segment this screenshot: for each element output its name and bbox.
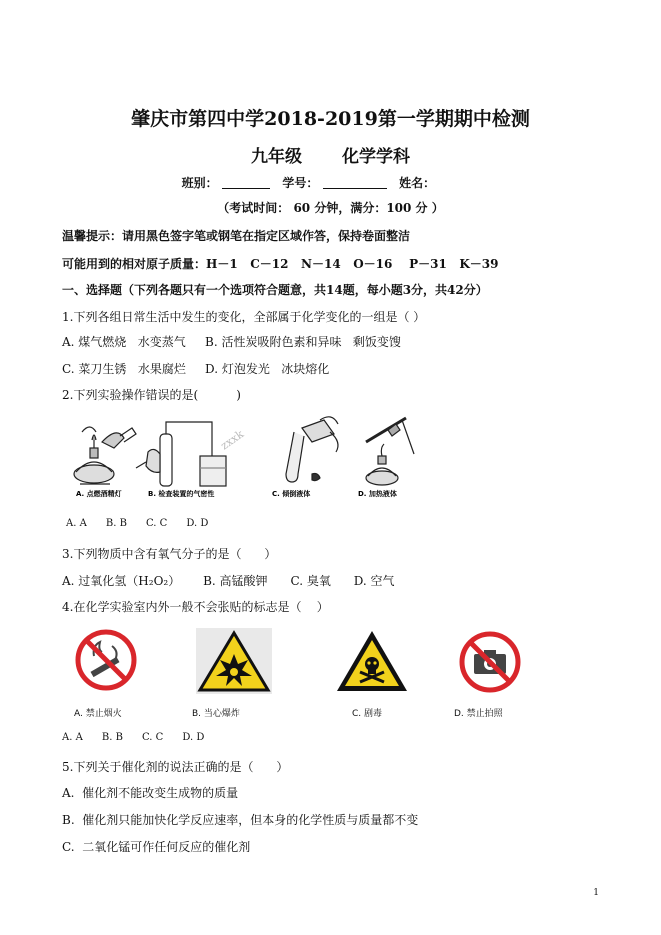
q4-caption-d: D. 禁止拍照 [454,709,503,719]
q2-caption-b: B. 检查装置的气密性 [148,490,215,498]
section-1-heading: 一、选择题（下列各题只有一个选项符合题意，共14题，每小题3分，共42分） [62,283,488,297]
q5-option-b: B. 催化剂只能加快化学反应速率，但本身的化学性质与质量都不变 [62,813,419,827]
q1-option-d: D. 灯泡发光 冰块熔化 [205,362,330,376]
id-blank[interactable] [323,176,387,189]
q2-stem: 2.下列实验操作错误的是( ) [62,388,241,402]
q4-options: A. A B. B C. C D. D [62,732,205,743]
subject: 化学学科 [342,147,410,167]
grade-subject-line [0,142,661,167]
q2-caption-c: C. 倾倒液体 [272,490,311,498]
atomic-masses: 可能用到的相对原子质量：H－1 C－12 N－14 O－16 P－31 K－39 [62,257,499,271]
toxic-warning-sign-icon [334,628,410,694]
q3-stem: 3.下列物质中含有氧气分子的是（ ） [62,547,277,561]
q2-options: A. A B. B C. C D. D [66,518,209,529]
pouring-liquid-illustration [286,417,338,482]
name-label: 姓名： [399,176,436,190]
q5-stem: 5.下列关于催化剂的说法正确的是（ ） [62,760,289,774]
id-label: 学号： [282,176,319,190]
heating-liquid-illustration [366,418,414,485]
no-smoking-sign-icon [74,628,138,692]
q5-option-c: C. 二氧化锰可作任何反应的催化剂 [62,840,251,854]
q4-caption-c: C. 剧毒 [352,709,383,719]
q4-stem: 4.在化学实验室内外一般不会张贴的标志是（ ） [62,600,329,614]
alcohol-lamp-illustration [74,427,136,484]
q4-caption-b: B. 当心爆炸 [192,709,240,719]
no-photography-sign-icon [458,630,522,694]
explosion-warning-sign-icon [196,628,272,694]
q3-options: A. 过氧化氢（H₂O₂） B. 高锰酸钾 C. 臭氧 D. 空气 [62,574,395,588]
q2-caption-d: D. 加热液体 [358,490,397,498]
q1-option-b: B. 活性炭吸附色素和异味 剩饭变馊 [205,335,401,349]
page-number: 1 [593,888,599,898]
q5-option-a: A. 催化剂不能改变生成物的质量 [62,786,239,800]
svg-text:zxxk: zxxk [218,427,247,453]
student-info-line [0,174,661,191]
page-title: 肇庆市第四中学2018-2019第一学期期中检测 [131,108,530,130]
airtightness-check-illustration [136,422,246,486]
q4-caption-a: A. 禁止烟火 [74,709,122,719]
tips: 温馨提示：请用黑色签字笔或钢笔在指定区域作答，保持卷面整洁 [62,229,411,243]
grade: 九年级 [251,147,302,167]
exam-time-note: （考试时间： 60 分钟，满分：100 分 ） [217,201,444,215]
class-blank[interactable] [222,176,270,189]
q2-caption-a: A. 点燃酒精灯 [76,490,122,498]
class-label: 班别： [181,176,218,190]
q2-lab-figure [62,412,422,502]
q1-option-c: C. 菜刀生锈 水果腐烂 [62,362,186,376]
q1-option-a: A. 煤气燃烧 水变蒸气 [62,335,186,349]
q1-stem: 1.下列各组日常生活中发生的变化，全部属于化学变化的一组是（ ） [62,310,426,324]
